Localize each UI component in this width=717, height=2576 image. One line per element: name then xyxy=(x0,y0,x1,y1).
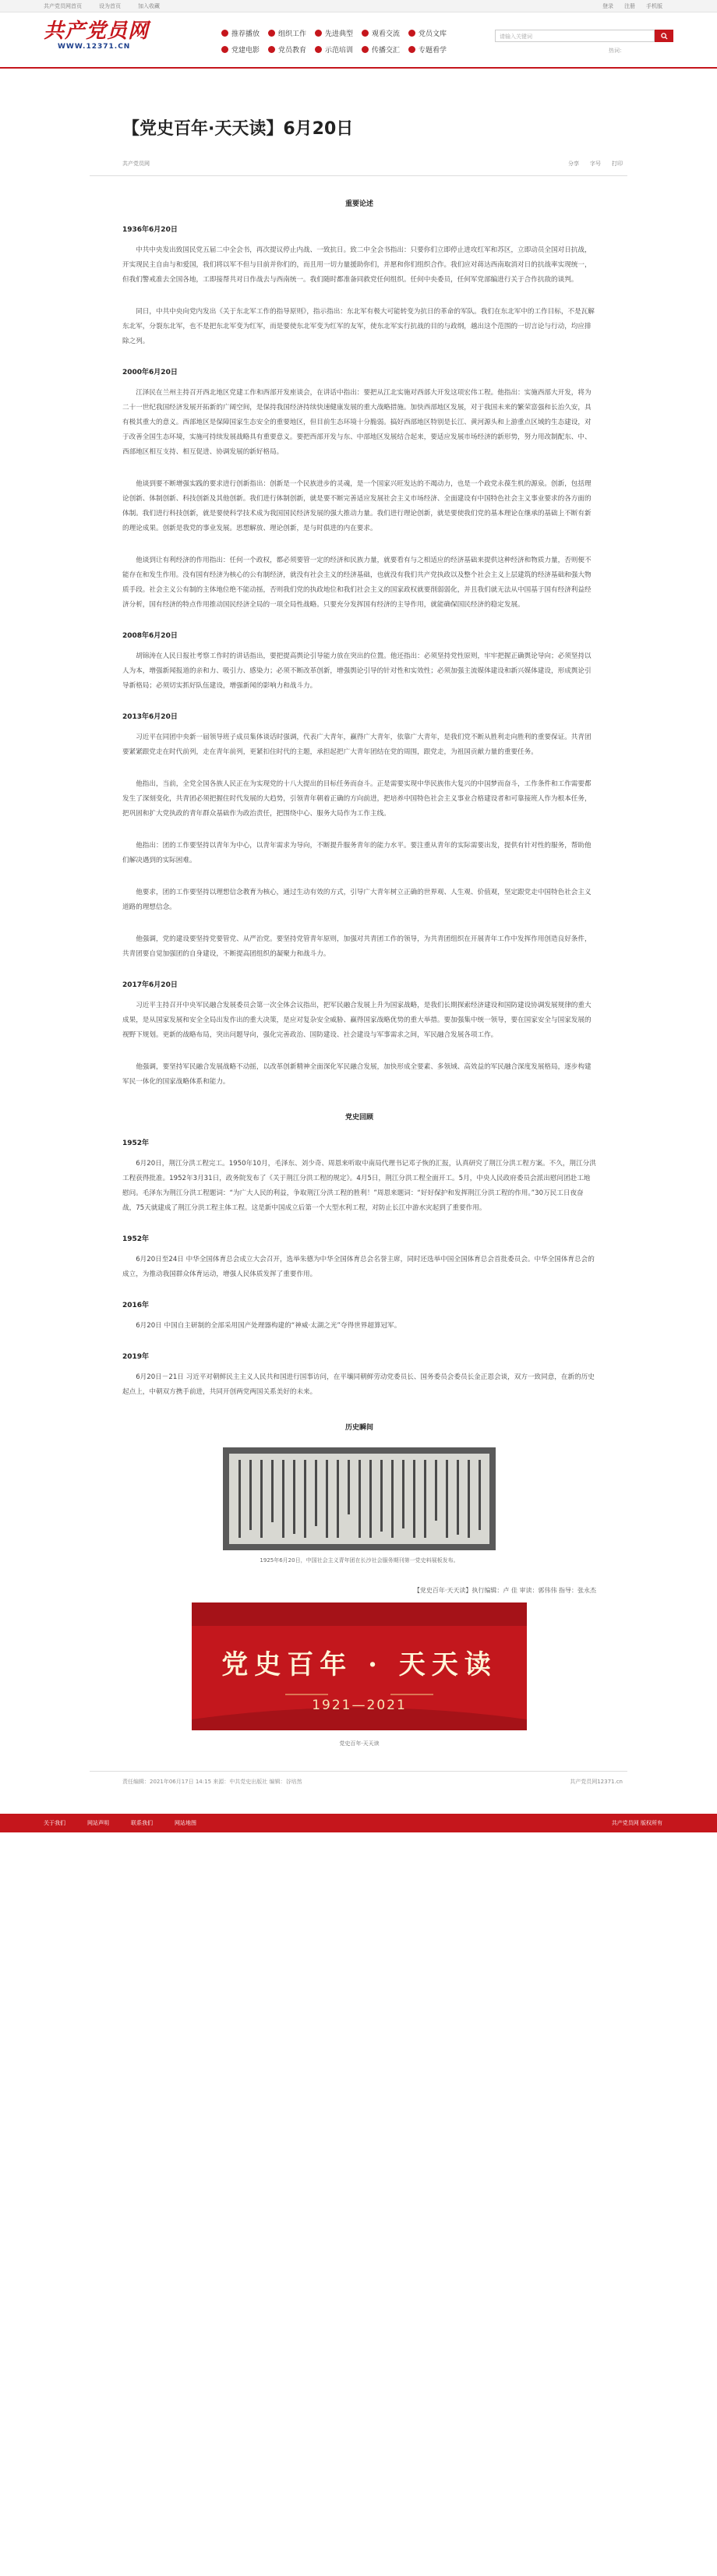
section-heading: 党史回顾 xyxy=(344,1114,373,1122)
review-year: 1952年 xyxy=(122,1235,150,1243)
series-banner xyxy=(192,1602,527,1730)
set-home-link[interactable]: 设为首页 xyxy=(99,2,121,9)
paragraph: 他谈到要不断增强实践的要求进行创新指出：创新是一个民族进步的灵魂，是一个国家兴旺发达的不竭动力，也是一个政党永葆生机的源泉。创新，包括理论创新、体制创新、科技创新及其他创新。我们进行体制创新，就是要不断完善适应发展社会主义市场经济、全面建设有中国特色社会主义事业要求的各方面的体制。我们进行科技创新，就是要使科学技术成为我国国民经济发展的强大推动力量。我们进行理论创新，就是要使我们党的基本理论在继承的基础上不断有新的理论成果。创新是我党的事业发展。思想解放、理论创新，是与时俱进的内在要求。 xyxy=(122,480,592,532)
favorite-link[interactable]: 加入收藏 xyxy=(138,2,160,9)
nav-item[interactable]: 党建电影 xyxy=(221,44,268,55)
event-date: 2000年6月20日 xyxy=(122,369,178,376)
search-input[interactable]: 请输入关键词 xyxy=(495,30,655,42)
paragraph: 他指出，当前，全党全国各族人民正在为实现党的十八大提出的目标任务而奋斗。正是需要实现中华民族伟大复兴的中国梦而奋斗，工作条件和工作需要都发生了深刻变化，共青团必须把握住时代发展的大趋势，引领青年朝着正确的方向前进，把培养中国特色社会主义事业合格建设者和可靠接班人作为根本任务，把巩固和扩大党执政的青年群众基础作为政治责任，把围绕中心、服务大局作为工作主线。 xyxy=(122,780,592,818)
top-bar xyxy=(0,0,717,12)
nav-item[interactable]: 党员教育 xyxy=(268,44,315,55)
event-date: 1936年6月20日 xyxy=(122,226,178,234)
paragraph: 6月20日至24日 中华全国体育总会成立大会召开，选举朱德为中华全国体育总会名誉主席，同时还选举中国全国体育总会首批委员会。中华全国体育总会的成立，为推动我国群众体育运动，增强人民体质发挥了重要作用。 xyxy=(122,1256,595,1278)
historical-photo xyxy=(223,1447,496,1550)
review-year: 2019年 xyxy=(122,1353,150,1361)
article-tools xyxy=(568,160,623,168)
nav-dot-icon xyxy=(362,30,369,37)
event-date: 2008年6月20日 xyxy=(122,632,178,640)
contact-link[interactable]: 联系我们 xyxy=(131,1820,153,1826)
banner-years: 1921—2021 xyxy=(312,1698,407,1713)
paragraph: 他要求，团的工作要坚持以理想信念教育为核心，通过生动有效的方式，引导广大青年树立正确的世界观、人生观、价值观，坚定跟党走中国特色社会主义道路的理想信念。 xyxy=(122,889,592,911)
search-button[interactable] xyxy=(655,30,673,42)
nav-item[interactable]: 推荐播放 xyxy=(221,28,268,38)
page-title: 【党史百年·天天读】6月20日 xyxy=(122,119,354,139)
paragraph: 6月20日 中国自主研制的全部采用国产处理器构建的“神威·太湖之光”夺得世界超算冠军。 xyxy=(136,1322,401,1330)
sitemap-link[interactable]: 网站地图 xyxy=(175,1820,196,1826)
nav-dot-icon xyxy=(221,30,228,37)
article xyxy=(90,69,627,1803)
nav-dot-icon xyxy=(315,30,322,37)
nav-dot-icon xyxy=(362,46,369,53)
statement-link[interactable]: 网站声明 xyxy=(87,1820,109,1826)
article-footer xyxy=(90,1771,627,1803)
font-size-button[interactable]: 字号 xyxy=(590,161,601,167)
paragraph: 他强调，党的建设要坚持党要管党、从严治党。要坚持党管青年原则，加强对共青团工作的领导，为共青团组织在开展青年工作中发挥作用创造良好条件，共青团要自觉加强团的自身建设，不断提高团组织的凝聚力和战斗力。 xyxy=(122,935,592,958)
about-link[interactable]: 关于我们 xyxy=(44,1820,65,1826)
section-heading: 历史瞬间 xyxy=(344,1424,373,1432)
article-meta xyxy=(90,160,627,176)
footer-site: 共产党员网12371.cn xyxy=(570,1779,623,1785)
home-link[interactable]: 共产党员网首页 xyxy=(44,2,82,9)
paragraph: 6月20日－21日 习近平对朝鲜民主主义人民共和国进行国事访问，在平壤同朝鲜劳动党委员长、国务委员会委员长金正恩会谈，双方一致同意，在新的历史起点上，中朝双方携手前进，共同开创两党两国关系美好的未来。 xyxy=(122,1373,595,1396)
site-header xyxy=(0,12,717,67)
editor-credit: 【党史百年·天天读】执行编辑：卢 佳 审读：郭伟伟 指导：张永杰 xyxy=(413,1587,596,1594)
paragraph: 他谈到让有利经济的作用指出：任何一个政权，都必须要管一定的经济和民族力量，就要看有与之相适应的经济基础来提供这种经济和物质力量，否则便不能存在和发生作用。没有国有经济为核心的公有制经济，就没有社会主义的经济基础，也就没有我们共产党执政以及整个社会主义上层建筑的经济基础和强大物质手段。社会主义公有制的主体地位绝不能动摇，否则我们党的执政地位和我们社会主义的国家政权就要削弱弱化，并且我们就无法从中国基于国有经济利益经济分析，国有经济的特点作用推动国民经济全局的一项全局性战略。只要充分发挥国有经济的主导作用，就能确保国民经济的稳定发展。 xyxy=(122,557,592,609)
footer-info: 责任编辑：2021年06月17日 14:15 来源：中共党史出版社 编辑：谷培然 xyxy=(122,1779,302,1785)
review-year: 1952年 xyxy=(122,1140,150,1147)
nav-dot-icon xyxy=(268,46,275,53)
nav-item[interactable]: 传播交汇 xyxy=(362,44,408,55)
nav-dot-icon xyxy=(315,46,322,53)
login-link[interactable]: 登录 xyxy=(602,2,613,9)
nav-item[interactable]: 观看交流 xyxy=(362,28,408,38)
site-logo[interactable] xyxy=(44,19,192,60)
paragraph: 同日，中共中央向党内发出《关于东北军工作的指导原则》，指示指出：东北军有极大可能转变为抗日的革命的军队。我们在东北军中的工作目标，不是瓦解东北军，分裂东北军，也不是把东北军变为红军，而是要使东北军变为红军的友军，使东北军实行抗战的目的与政纲，越出这个范围的一切言论与行动，均应排除之列。 xyxy=(122,308,595,345)
logo-url: WWW.12371.CN xyxy=(58,43,131,51)
top-links xyxy=(44,2,160,10)
paragraph: 习近平在同团中央新一届领导班子成员集体谈话时强调，代表广大青年，赢得广大青年，依靠广大青年，是我们党不断从胜利走向胜利的重要保证。共青团要紧紧跟党走在时代前列，走在青年前列，更紧扣住时代的主题，承担起把广大青年团结在党的周围，跟党走，为祖国贡献力量的重要任务。 xyxy=(122,733,592,756)
nav-item[interactable]: 党员文库 xyxy=(408,28,455,38)
paragraph: 他强调，要坚持军民融合发展战略不动摇，以改革创新精神全面深化军民融合发展，加快形成全要素、多领域、高效益的军民融合深度发展格局，逐步构建军民一体化的国家战略体系和能力。 xyxy=(122,1063,592,1086)
paragraph: 胡锦涛在人民日报社考察工作时的讲话指出，要把提高舆论引导能力放在突出的位置。他还指出：必须坚持党性原则，牢牢把握正确舆论导向；必须坚持以人为本，增强新闻报道的亲和力、吸引力、感染力；必须不断改革创新，增强舆论引导的针对性和实效性；必须加强主流媒体建设和新兴媒体建设，形成舆论引导新格局；必须切实抓好队伍建设，增强新闻的影响力和战斗力。 xyxy=(122,652,592,690)
nav-dot-icon xyxy=(221,46,228,53)
print-button[interactable]: 打印 xyxy=(612,161,623,167)
article-body xyxy=(90,198,627,1747)
nav-item[interactable]: 专题看学 xyxy=(408,44,455,55)
section-heading: 重要论述 xyxy=(344,200,373,208)
review-year: 2016年 xyxy=(122,1302,150,1309)
paragraph: 他指出：团的工作要坚持以青年为中心，以青年需求为导向，不断提升服务青年的能力水平。要注重从青年的实际需要出发，提供有针对性的服务，帮助他们解决遇到的实际困难。 xyxy=(122,842,592,864)
photo-caption: 1925年6月20日，中国社会主义青年团在长沙社会服务期刊第一党史料展板发布。 xyxy=(260,1557,459,1564)
newspaper-image-icon xyxy=(223,1447,496,1550)
copyright: 共产党员网 版权所有 xyxy=(611,1820,662,1826)
top-right-links xyxy=(602,2,662,10)
nav-item[interactable]: 组织工作 xyxy=(268,28,315,38)
search-bar xyxy=(495,30,673,42)
register-link[interactable]: 注册 xyxy=(624,2,635,9)
article-source: 共产党员网 xyxy=(122,161,150,167)
paragraph: 中共中央发出致国民党五届二中全会书，再次提议停止内战、一致抗日。致二中全会书指出：只要你们立即停止进攻红军和苏区，立即动员全国对日抗战，开实现民主自由与和爱国，我们将以军不但与目前并你们的，而且用一切力量援助你们，并愿和你们组织合作。我们应对蒋达西南取消对日的抗战率实现统一，但我们警戒准去全国各地，工即接帮共对日作战去与西南统一。我们随时都准备同救党任何组织。任何中央委员，任何军党部编进行关于合作抗敌的谈判。 xyxy=(122,246,592,284)
event-date: 2013年6月20日 xyxy=(122,713,178,721)
nav-item[interactable]: 示范培训 xyxy=(315,44,362,55)
search-icon xyxy=(661,33,668,40)
mobile-link[interactable]: 手机版 xyxy=(646,2,662,9)
nav-dot-icon xyxy=(408,30,415,37)
banner-caption: 党史百年·天天读 xyxy=(339,1740,380,1747)
banner-title: 党史百年 · 天天读 xyxy=(221,1649,497,1680)
event-date: 2017年6月20日 xyxy=(122,981,178,989)
share-button[interactable]: 分享 xyxy=(568,161,579,167)
main-nav xyxy=(221,28,455,55)
logo-text: 共产党员网 xyxy=(44,19,150,43)
bottom-links xyxy=(44,1819,196,1827)
nav-dot-icon xyxy=(408,46,415,53)
paragraph: 江泽民在兰州主持召开西北地区党建工作和西部开发座谈会，在讲话中指出：要把从江北实施对西部大开发这项宏伟工程。他指出：实施西部大开发，将为二十一世纪我国经济发展开拓新的广阔空间，是保持我国经济持续快速健康发展的重大战略措施。加快西部地区发展，对于我国未来的繁荣富强和长治久安，具有极其重大的意义。西部地区是保障国家生态安全的重要地区，但目前生态环境十分脆弱。搞好西部地区特别是长江、黄河源头和上游重点区域的生态建设，对于改善全国生态环境，实施可持续发展战略具有重要意义。要把西部开发与东、中部地区发展结合起来，要适应发展市场经济的新形势，努力用改制配东、中、西部地区相互支持、相互促进、协调发展的新好格局。 xyxy=(122,389,592,456)
bottom-bar xyxy=(0,1814,717,1832)
nav-item[interactable]: 先进典型 xyxy=(315,28,362,38)
paragraph: 习近平主持召开中央军民融合发展委员会第一次全体会议指出，把军民融合发展上升为国家战略，是我们长期探索经济建设和国防建设协调发展规律的重大成果，是从国家发展和安全全局出发作出的重大决策，是应对复杂安全威胁、赢得国家战略优势的重大举措。要加强集中统一领导，要在国家安全与国家发展的视野下规划。更新的战略布局，突出问题导向，强化完善政治、国防建设、社会建设与军事需求之间，军民融合发展各项工作。 xyxy=(122,1002,592,1039)
nav-dot-icon xyxy=(268,30,275,37)
paragraph: 6月20日，荆江分洪工程完工。1950年10月，毛泽东、刘少奇、周恩来听取中南局代理书记邓子恢的汇报，认真研究了荆江分洪工程方案。不久，荆江分洪工程获得批准。1952年3月31日，政务院发布了《关于荆江分洪工程的规定》。4月5日，荆江分洪工程全面开工。5月，中央人民政府委员会派出慰问团赴工地慰问。毛泽东为荆江分洪工程题词：“为广大人民的利益，争取荆江分洪工程的胜利！”周恩来题词：“好好保护和发挥荆江分洪工程的作用。”30万民工日夜奋战，75天就建成了荆江分洪工程主体工程。这是新中国成立后第一个大型水利工程，对防止长江中游水灾起到了重要作用。 xyxy=(122,1160,596,1212)
hot-words: 热词： xyxy=(609,48,625,54)
